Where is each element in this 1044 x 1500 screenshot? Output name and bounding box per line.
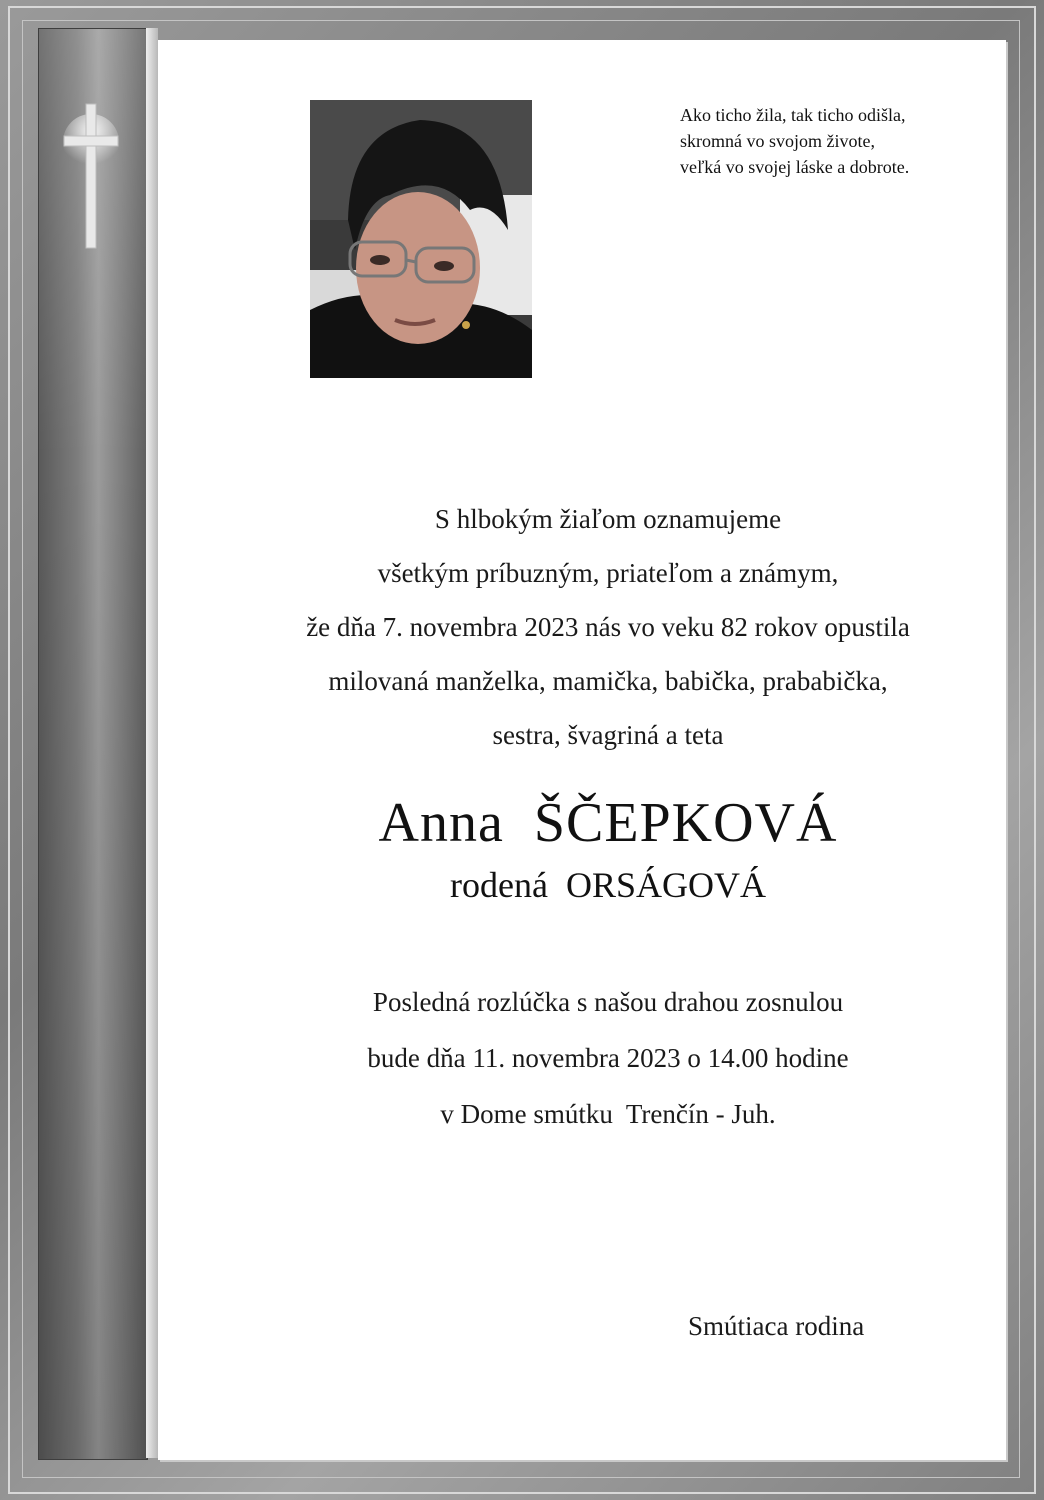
announcement-line: všetkým príbuzným, priateľom a známym, [377,558,839,588]
portrait-photo [310,100,532,378]
farewell-details [158,974,1044,1142]
poem-line: veľká vo svojej láske a dobrote. [680,157,910,177]
farewell-line: Posledná rozlúčka s našou drahou zosnulou [372,987,844,1017]
maiden-name: rodená ORSÁGOVÁ [450,865,766,905]
decorative-edge-strip [146,28,158,1458]
announcement-line: S hlbokým žiaľom oznamujeme [434,504,782,534]
family-signature: Smútiaca rodina [688,1311,865,1341]
deceased-name: Anna ŠČEPKOVÁ [378,792,838,854]
cross-icon [62,100,120,250]
farewell-line: v Dome smútku Trenčín - Juh. [440,1099,776,1129]
farewell-line: bude dňa 11. novembra 2023 o 14.00 hodine [367,1043,849,1073]
announcement-line: sestra, švagriná a teta [492,720,724,750]
announcement-line: že dňa 7. novembra 2023 nás vo veku 82 rokov opustila [306,612,910,642]
memorial-poem [680,102,1000,180]
poem-line: Ako ticho žila, tak ticho odišla, [680,105,906,125]
announcement-text [158,492,1044,762]
poem-line: skromná vo svojom živote, [680,131,875,151]
announcement-line: milovaná manželka, mamička, babička, prababička, [328,666,888,696]
portrait-image [310,100,532,378]
